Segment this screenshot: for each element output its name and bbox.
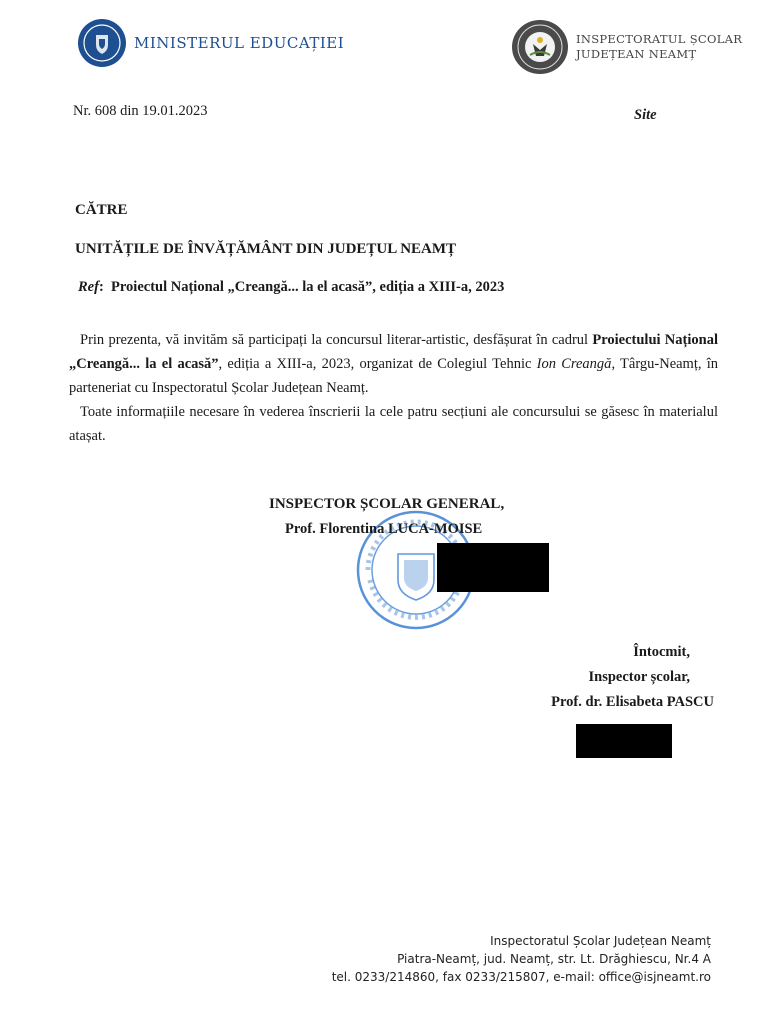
prepared-by-name: Prof. dr. Elisabeta PASCU xyxy=(551,694,714,710)
footer-contact xyxy=(332,932,711,986)
isj-name: INSPECTORATUL ȘCOLAR JUDEȚEAN NEAMȚ xyxy=(576,32,743,61)
registration-number: Nr. 608 din 19.01.2023 xyxy=(73,103,208,119)
reference-text: Proiectul Național „Creangă... la el acasă”, ediția a XIII-a, 2023 xyxy=(111,279,505,295)
signatory-name: Prof. Florentina LUCA-MOISE xyxy=(285,521,483,537)
ministry-header xyxy=(78,18,344,68)
site-label: Site xyxy=(634,107,657,123)
to-label: CĂTRE xyxy=(75,202,128,218)
prepared-by-label: Întocmit, xyxy=(633,644,690,660)
inspectorate-logo-icon xyxy=(512,20,568,74)
ministry-name: MINISTERUL EDUCAȚIEI xyxy=(134,34,345,52)
coat-of-arms-icon xyxy=(78,19,126,67)
footer-institution: Inspectoratul Școlar Județean Neamț xyxy=(490,934,711,948)
letter-body xyxy=(69,328,718,448)
recipients: UNITĂȚILE DE ÎNVĂȚĂMÂNT DIN JUDEȚUL NEAMȚ xyxy=(75,241,457,257)
prepared-by-role: Inspector școlar, xyxy=(588,669,690,685)
footer-address: Piatra-Neamț, jud. Neamț, str. Lt. Drăghiescu, Nr.4 A xyxy=(397,952,711,966)
redacted-signature xyxy=(437,543,549,592)
reference-label: Ref xyxy=(78,279,99,295)
reference-line: Ref: Proiectul Național „Creangă... la el acasă”, ediția a XIII-a, 2023 xyxy=(78,279,505,295)
prepared-by-block xyxy=(500,640,714,715)
isj-header xyxy=(512,20,742,74)
signatory-title: INSPECTOR ȘCOLAR GENERAL, xyxy=(269,496,505,512)
paragraph-1: Prin prezenta, vă invităm să participați la concursul literar-artistic, desfășurat în cadrul Proiectului Național „Creangă... la el acasă”, ediția a XIII-a, 2023, organizat de Colegiul Tehnic Ion Creangă, Târgu-Neamț, în parteneriat cu Inspectoratul Școlar Județean Neamț. xyxy=(69,332,719,396)
redacted-signature-2 xyxy=(576,724,672,758)
footer-phone-email: tel. 0233/214860, fax 0233/215807, e-mail: office@isjneamt.ro xyxy=(331,970,711,984)
paragraph-2: Toate informațiile necesare în vederea înscrierii la cele patru secțiuni ale concursului se găsesc în materialul atașat. xyxy=(69,404,718,444)
